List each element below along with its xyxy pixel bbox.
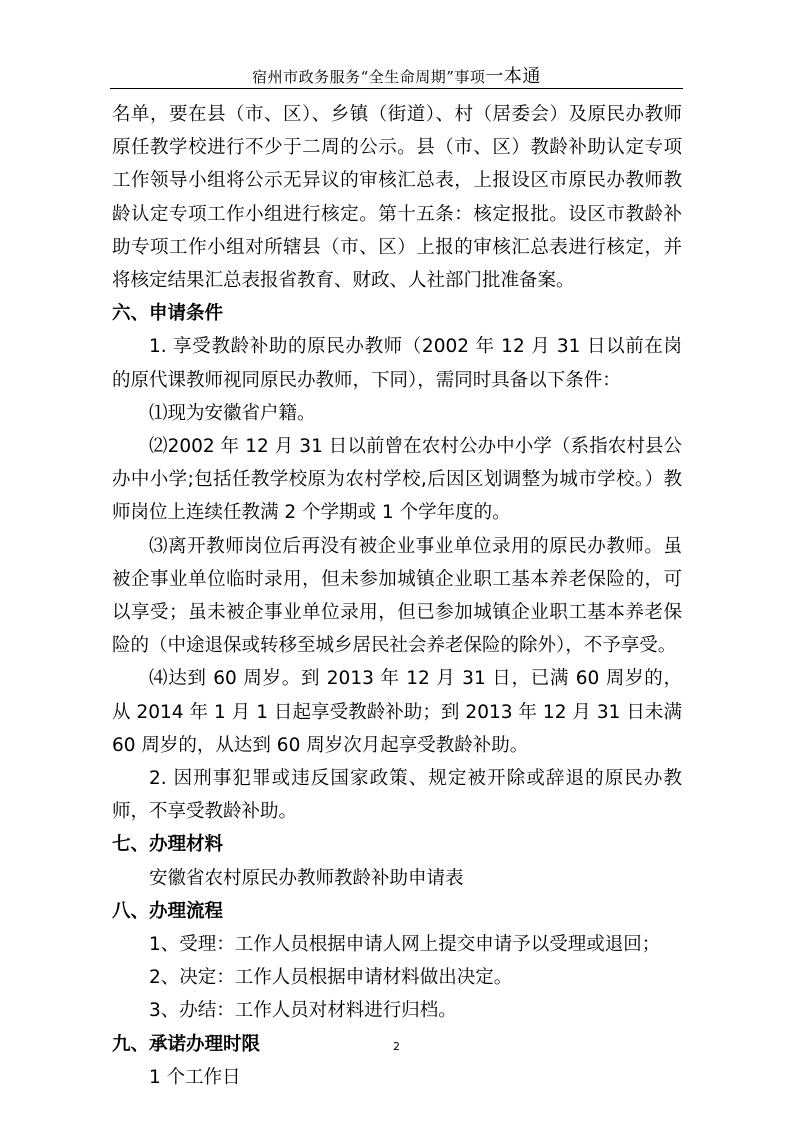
document-body (112, 98, 682, 1094)
section-heading-materials: 七、办理材料 (112, 834, 224, 856)
section-heading-conditions: 六、申请条件 (112, 303, 224, 325)
header-title-emphasis: 一本通 (485, 66, 541, 87)
condition-1-a: ⑴现为安徽省户籍。 (149, 402, 316, 424)
process-step-accept: 1、受理：工作人员根据申请人网上提交申请予以受理或退回； (149, 934, 661, 956)
condition-2: 2. 因刑事犯罪或违反国家政策、规定被开除或辞退的原民办教师，不享受教龄补助。 (112, 768, 682, 823)
page-header (0, 62, 793, 88)
section-heading-time-limit: 九、承诺办理时限 (112, 1033, 261, 1055)
header-rule (110, 88, 683, 89)
material-item: 安徽省农村原民办教师教龄补助申请表 (149, 867, 464, 889)
time-limit-value: 1 个工作日 (149, 1066, 241, 1088)
condition-1: 1. 享受教龄补助的原民办教师（2002 年 12 月 31 日以前在岗的原代课教师视同原民办教师，下同），需同时具备以下条件： (112, 336, 682, 391)
condition-1-b: ⑵2002 年 12 月 31 日以前曾在农村公办中小学（系指农村县公办中小学;包括任教学校原为农村学校,后因区划调整为城市学校。）教师岗位上连续任教满 2 个学期或 1 个学年度的。 (112, 436, 682, 524)
condition-1-c: ⑶离开教师岗位后再没有被企业事业单位录用的原民办教师。虽被企事业单位临时录用，但未参加城镇企业职工基本养老保险的，可以享受；虽未被企事业单位录用，但已参加城镇企业职工基本养老保险的（中途退保或转移至城乡居民社会养老保险的除外），不予享受。 (112, 535, 682, 657)
process-step-complete: 3、办结：工作人员对材料进行归档。 (149, 1000, 457, 1022)
process-step-decide: 2、决定：工作人员根据申请材料做出决定。 (149, 967, 513, 989)
page-number: 2 (393, 1040, 400, 1053)
paragraph-publicity: 名单，要在县（市、区）、乡镇（街道）、村（居委会）及原民办教师原任教学校进行不少于二周的公示。县（市、区）教龄补助认定专项工作领导小组将公示无异议的审核汇总表，上报设区市原民办教师教龄认定专项工作小组进行核定。第十五条：核定报批。设区市教龄补助专项工作小组对所辖县（市、区）上报的审核汇总表进行核定，并将核定结果汇总表报省教育、财政、人社部门批准备案。 (112, 104, 682, 292)
header-title: 宿州市政务服务“全生命周期”事项 (252, 68, 486, 86)
section-heading-process: 八、办理流程 (112, 900, 224, 922)
condition-1-d: ⑷达到 60 周岁。到 2013 年 12 月 31 日，已满 60 周岁的，从 2014 年 1 月 1 日起享受教龄补助；到 2013 年 12 月 31 日未满 60 周岁的，从达到 60 周岁次月起享受教龄补助。 (112, 668, 682, 756)
